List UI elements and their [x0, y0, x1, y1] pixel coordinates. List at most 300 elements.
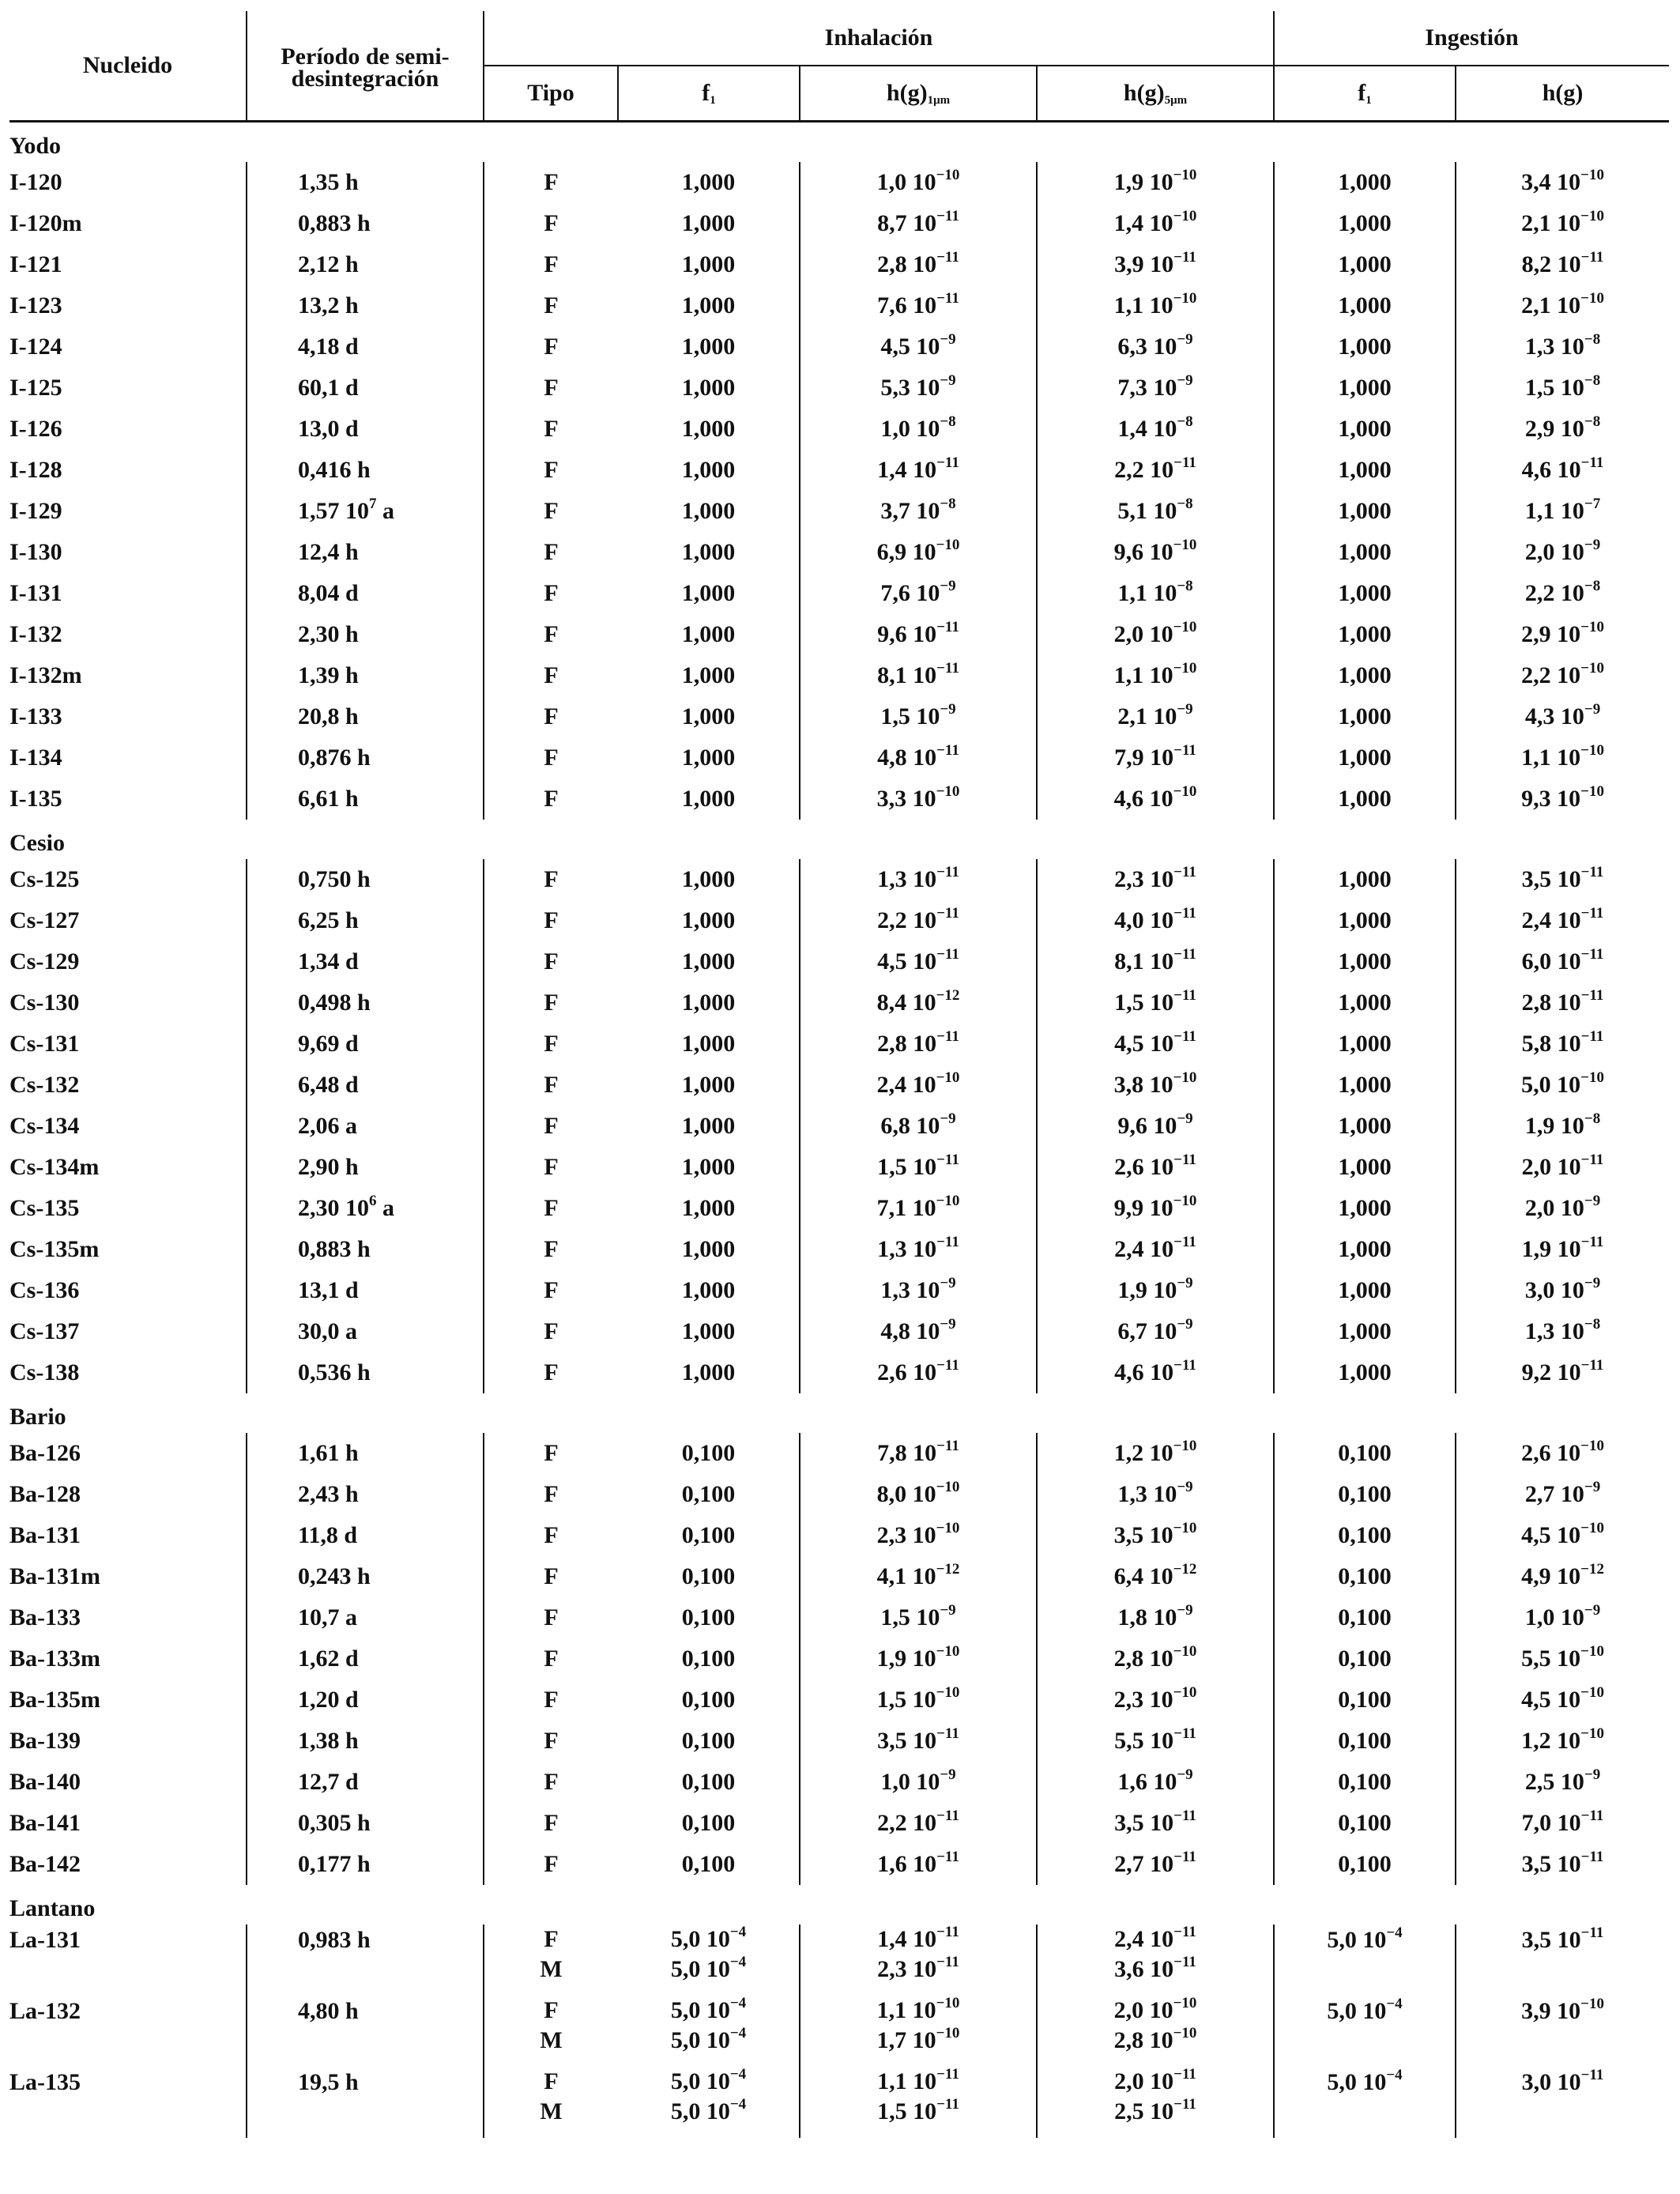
header-ingestion-label: Ingestión — [1425, 25, 1519, 51]
h5-value — [1117, 1481, 1192, 1507]
table-row — [9, 859, 1669, 900]
h1-entry — [800, 1726, 1036, 1756]
cell-hg — [1456, 737, 1669, 778]
cell-f1 — [618, 614, 800, 655]
f1-ingestion-value: 1,000 — [1338, 1236, 1392, 1262]
cell-type — [484, 326, 618, 368]
h1-value-mantissa: 2,4 10 — [876, 1072, 936, 1098]
h1-value-exponent: −11 — [936, 2096, 959, 2113]
cell-nuclide: Ba-139 — [9, 1728, 81, 1754]
cell-h-5um — [1037, 941, 1274, 982]
cell-h-1um — [800, 655, 1037, 696]
cell-nuclide: La-131 — [9, 1927, 81, 1953]
cell-h-1um — [800, 1229, 1037, 1270]
cell-f1-ingestion — [1274, 573, 1456, 614]
cell-half-life — [247, 1515, 484, 1556]
type-value: F — [544, 866, 559, 892]
h1-entry — [800, 1924, 1036, 1955]
cell-half-life — [247, 2067, 484, 2138]
half-life-value: 19,5 h — [298, 2069, 359, 2095]
h5-value-exponent: −9 — [1177, 372, 1193, 389]
f1-entry — [618, 620, 799, 650]
h5-value-exponent: −10 — [1173, 1995, 1197, 2011]
hg-value-mantissa: 1,1 10 — [1521, 745, 1581, 771]
cell-f1 — [618, 859, 800, 900]
cell-f1-ingestion — [1274, 326, 1456, 368]
h1-value-exponent: −11 — [936, 1438, 959, 1454]
cell-half-life — [247, 1597, 484, 1638]
hg-value-mantissa: 2,0 10 — [1524, 1195, 1584, 1221]
type-value: F — [544, 292, 559, 319]
cell-hg — [1456, 941, 1669, 982]
h5-value — [1117, 580, 1192, 606]
half-life-value: 2,06 a — [298, 1113, 357, 1139]
cell-f1 — [618, 737, 800, 778]
cell-type — [484, 1762, 618, 1803]
h1-entry — [800, 2067, 1036, 2097]
h1-value-exponent: −10 — [936, 1643, 960, 1660]
header-ingestion — [1274, 11, 1669, 66]
f1-entry — [618, 1276, 799, 1306]
h1-value — [876, 783, 960, 812]
half-life-value: 1,61 h — [298, 1440, 359, 1466]
f1-entry — [618, 865, 799, 895]
h5-value — [1114, 539, 1197, 565]
h1-value-mantissa: 2,8 10 — [877, 1031, 937, 1057]
table-row — [9, 1515, 1669, 1556]
cell-type — [484, 1721, 618, 1762]
h1-value-mantissa: 6,9 10 — [876, 539, 936, 565]
cell-h-5um — [1037, 1229, 1274, 1270]
cell-f1-ingestion — [1274, 162, 1456, 203]
cell-nuclide: Cs-132 — [9, 1072, 80, 1098]
cell-f1-ingestion — [1274, 203, 1456, 244]
header-hg — [1456, 66, 1669, 122]
h1-value-mantissa: 8,7 10 — [877, 210, 937, 236]
cell-h-5um — [1037, 778, 1274, 820]
h5-value-mantissa: 6,4 10 — [1113, 1563, 1173, 1589]
table-row — [9, 1474, 1669, 1515]
h5-value-mantissa: 8,1 10 — [1114, 948, 1174, 974]
f1-ingestion-value: 0,100 — [1338, 1687, 1392, 1713]
h1-value — [877, 1440, 959, 1466]
h1-entry — [800, 209, 1036, 239]
cell-f1 — [618, 941, 800, 982]
h5-value-exponent: −9 — [1177, 701, 1193, 718]
cell-half-life — [247, 778, 484, 820]
h1-value-mantissa: 8,0 10 — [876, 1481, 936, 1507]
cell-half-life — [247, 491, 484, 532]
cell-h-5um — [1037, 491, 1274, 532]
cell-hg — [1456, 532, 1669, 573]
cell-h-1um — [800, 859, 1037, 900]
cell-h-5um — [1037, 573, 1274, 614]
table-row — [9, 941, 1669, 982]
hg-value-exponent: −11 — [1580, 864, 1604, 880]
h1-value — [877, 2068, 959, 2094]
f1-ingestion-value: 0,100 — [1338, 1481, 1392, 1507]
cell-nuclide: I-131 — [9, 580, 62, 606]
cell-f1-ingestion — [1274, 1270, 1456, 1311]
half-life-unit: a — [376, 1195, 394, 1221]
cell-nuclide: Ba-133 — [9, 1604, 81, 1630]
f1-entry — [618, 414, 799, 444]
header-h-1um — [800, 66, 1037, 122]
h5-value-mantissa: 2,0 10 — [1113, 1997, 1173, 2023]
h1-value-mantissa: 3,7 10 — [880, 498, 940, 524]
f1-entry — [618, 1438, 799, 1468]
h5-value — [1117, 1766, 1193, 1795]
cell-h-1um — [800, 409, 1037, 450]
h1-value-exponent: −12 — [936, 987, 960, 1004]
cell-f1-ingestion — [1274, 1188, 1456, 1229]
cell-h-1um — [800, 900, 1037, 941]
hg-value-exponent: −11 — [1580, 1849, 1604, 1865]
f1-value: 1,000 — [681, 580, 736, 606]
f1-ingestion-value: 1,000 — [1338, 1195, 1392, 1221]
type-value: F — [544, 1604, 559, 1630]
h5-value-exponent: −11 — [1173, 1924, 1196, 1940]
cell-h-1um — [800, 532, 1037, 573]
h1-value — [877, 1956, 959, 1982]
cell-f1 — [618, 532, 800, 573]
cell-f1 — [618, 696, 800, 737]
type-value: F — [544, 703, 559, 729]
f1-value: 1,000 — [681, 866, 736, 892]
h1-value-exponent: −10 — [936, 1193, 960, 1209]
cell-nuclide: Ba-135m — [9, 1687, 100, 1713]
f1-value: 1,000 — [681, 1318, 736, 1344]
hg-value-mantissa: 1,1 10 — [1524, 498, 1584, 524]
hg-value — [1525, 539, 1600, 565]
f1-entry — [618, 1996, 799, 2026]
header-half-life — [247, 11, 484, 122]
f1-value-mantissa: 5,0 10 — [670, 2068, 730, 2094]
hg-value — [1522, 1359, 1604, 1385]
cell-h-1um — [800, 778, 1037, 820]
h1-value-exponent: −10 — [936, 167, 960, 183]
h1-entry — [800, 1070, 1036, 1100]
cell-half-life — [247, 1803, 484, 1844]
h1-entry — [800, 250, 1036, 280]
type-value: F — [544, 169, 559, 195]
f1-entry — [618, 988, 799, 1018]
cell-hg — [1456, 1679, 1669, 1721]
h1-value-exponent: −11 — [936, 1028, 959, 1045]
group-heading: Yodo — [9, 133, 62, 159]
hg-value — [1522, 866, 1604, 892]
f1-ingestion-value: 1,000 — [1338, 457, 1392, 483]
h5-value — [1117, 1277, 1192, 1303]
cell-h-5um — [1037, 982, 1274, 1023]
h1-value-mantissa: 7,8 10 — [877, 1440, 937, 1466]
h1-value-exponent: −9 — [940, 372, 956, 389]
cell-nuclide: La-135 — [9, 2069, 81, 2095]
cell-hg — [1456, 1023, 1669, 1065]
h5-value-exponent: −10 — [1173, 783, 1197, 800]
cell-h-1um — [800, 450, 1037, 491]
cell-type — [484, 573, 618, 614]
h5-value-exponent: −9 — [1177, 331, 1193, 348]
f1-value: 1,000 — [681, 498, 736, 524]
f1-value: 1,000 — [681, 1031, 736, 1057]
h1-value-exponent: −9 — [940, 1316, 956, 1333]
cell-half-life — [247, 1065, 484, 1106]
hg-value-mantissa: 4,5 10 — [1521, 1687, 1581, 1713]
f1-ingestion-value: 1,000 — [1338, 1359, 1392, 1385]
f1-ingestion-value: 1,000 — [1338, 580, 1392, 606]
cell-type — [484, 368, 618, 409]
half-life-value: 13,2 h — [298, 292, 359, 319]
hg-value-exponent: −10 — [1580, 1520, 1604, 1536]
h1-entry — [800, 1438, 1036, 1468]
table-row — [9, 1556, 1669, 1597]
f1-entry — [618, 1808, 799, 1838]
h5-value-mantissa: 9,6 10 — [1113, 539, 1173, 565]
cell-nuclide: Cs-134 — [9, 1113, 80, 1139]
h1-value — [877, 539, 960, 565]
h5-value-mantissa: 9,9 10 — [1113, 1195, 1173, 1221]
cell-h-5um — [1037, 1188, 1274, 1229]
cell-half-life — [247, 941, 484, 982]
type-value: F — [544, 1563, 559, 1589]
f1-entry — [618, 537, 799, 567]
h5-value-mantissa: 1,3 10 — [1117, 1481, 1177, 1507]
cell-half-life — [247, 614, 484, 655]
half-life-value: 6,48 d — [298, 1072, 359, 1098]
half-life-value: 0,983 h — [298, 1927, 371, 1953]
f1-value: 1,000 — [681, 1236, 736, 1262]
h1-value-mantissa: 7,6 10 — [877, 292, 937, 319]
cell-h-1um — [800, 1762, 1037, 1803]
hg-value — [1525, 498, 1600, 524]
type-value: M — [540, 2027, 563, 2053]
h5-value-mantissa: 2,3 10 — [1114, 866, 1174, 892]
cell-h-1um — [800, 491, 1037, 532]
h5-value-mantissa: 2,0 10 — [1114, 2068, 1174, 2094]
cell-type — [484, 778, 618, 820]
cell-half-life — [247, 1844, 484, 1885]
hg-value-mantissa: 6,0 10 — [1521, 948, 1581, 974]
half-life-value: 6,25 h — [298, 907, 359, 933]
header-h-5um-label: h(g) — [1123, 80, 1165, 106]
cell-nuclide: Cs-138 — [9, 1359, 80, 1385]
h5-value — [1114, 1956, 1196, 1982]
cell-type — [484, 900, 618, 941]
f1-ingestion-value: 1,000 — [1338, 662, 1392, 688]
hg-value — [1522, 907, 1604, 933]
h1-entry — [800, 455, 1036, 485]
cell-f1-ingestion — [1274, 778, 1456, 820]
type-value: M — [540, 2098, 563, 2124]
h1-value-mantissa: 4,8 10 — [877, 745, 937, 771]
hg-value-mantissa: 2,8 10 — [1521, 990, 1581, 1016]
hg-value — [1521, 987, 1604, 1016]
cell-half-life — [247, 1474, 484, 1515]
f1-value: 1,000 — [681, 1154, 736, 1180]
h5-value-mantissa: 3,5 10 — [1113, 1522, 1173, 1548]
h5-value-exponent: −11 — [1173, 1028, 1196, 1045]
cell-type — [484, 1311, 618, 1352]
h1-value-exponent: −9 — [940, 1275, 956, 1291]
f1-entry — [618, 743, 799, 773]
table-row — [9, 1270, 1669, 1311]
h5-value — [1114, 1236, 1196, 1262]
cell-hg — [1456, 573, 1669, 614]
f1-entry — [618, 1070, 799, 1100]
h1-entry — [800, 1480, 1036, 1510]
f1-ingestion-value: 1,000 — [1338, 169, 1392, 195]
h5-value — [1117, 1318, 1192, 1344]
h5-value-exponent: −9 — [1177, 1602, 1193, 1619]
cell-half-life — [247, 1229, 484, 1270]
f1-ingestion-value: 1,000 — [1338, 498, 1392, 524]
cell-half-life — [247, 1556, 484, 1597]
cell-nuclide: Ba-128 — [9, 1481, 81, 1507]
h5-value-mantissa: 1,9 10 — [1113, 169, 1173, 195]
hg-value-exponent: −11 — [1580, 1924, 1604, 1941]
h5-entry — [1038, 1029, 1273, 1059]
cell-h-5um — [1037, 859, 1274, 900]
hg-value-exponent: −10 — [1580, 660, 1604, 677]
h1-value-mantissa: 2,3 10 — [876, 1522, 936, 1548]
cell-half-life — [247, 655, 484, 696]
h5-entry — [1038, 2067, 1273, 2097]
f1-value-exponent: −4 — [729, 1954, 747, 1970]
cell-f1 — [618, 573, 800, 614]
hg-value-exponent: −8 — [1584, 413, 1601, 430]
hg-value — [1522, 1154, 1604, 1180]
cell-hg — [1456, 1638, 1669, 1679]
cell-f1 — [618, 1270, 800, 1311]
h1-value — [877, 1481, 960, 1507]
h1-entry — [800, 1808, 1036, 1838]
header-f1-label: f — [702, 80, 710, 106]
h1-value-mantissa: 5,3 10 — [880, 375, 940, 401]
cell-type — [484, 1188, 618, 1229]
type-value: F — [544, 457, 559, 483]
cell-h-5um — [1037, 1147, 1274, 1188]
hg-value — [1521, 1924, 1604, 1953]
h1-value — [880, 498, 955, 524]
h1-entry — [800, 1767, 1036, 1797]
h5-value — [1114, 866, 1196, 892]
hg-value — [1521, 742, 1604, 771]
h1-value-mantissa: 3,5 10 — [877, 1728, 937, 1754]
hg-value — [1521, 1998, 1604, 2024]
cell-h-1um — [800, 368, 1037, 409]
half-life-value: 2,30 10 — [298, 1195, 369, 1221]
h5-value — [1114, 210, 1197, 236]
h1-value-exponent: −11 — [936, 905, 959, 922]
cell-f1 — [618, 1597, 800, 1638]
cell-h-1um — [800, 1311, 1037, 1352]
hg-value-exponent: −10 — [1580, 167, 1604, 183]
f1-ingestion-value — [1327, 1998, 1402, 2024]
f1-value-exponent: −4 — [729, 2096, 747, 2113]
f1-entry — [618, 1644, 799, 1674]
cell-hg — [1456, 491, 1669, 532]
h5-value-mantissa: 1,1 10 — [1113, 292, 1173, 319]
cell-hg — [1456, 1996, 1669, 2067]
h5-value-mantissa: 1,8 10 — [1117, 1604, 1177, 1630]
f1-value: 1,000 — [681, 169, 736, 195]
cell-h-5um — [1037, 1762, 1274, 1803]
cell-half-life — [247, 737, 484, 778]
half-life-value: 2,43 h — [298, 1481, 359, 1507]
table-row — [9, 1597, 1669, 1638]
cell-hg — [1456, 1721, 1669, 1762]
cell-f1 — [618, 1721, 800, 1762]
h5-value-mantissa: 4,6 10 — [1113, 786, 1173, 812]
type-value: F — [544, 1195, 559, 1221]
cell-h-1um — [800, 1515, 1037, 1556]
type-value: F — [544, 1359, 559, 1385]
f1-entry — [618, 906, 799, 936]
cell-type — [484, 655, 618, 696]
hg-value-mantissa: 1,3 10 — [1524, 334, 1584, 360]
dose-coefficient-table — [9, 11, 1669, 2138]
h1-entry — [800, 1193, 1036, 1223]
cell-h-1um — [800, 696, 1037, 737]
h5-value-exponent: −10 — [1173, 619, 1197, 635]
table-row — [9, 1924, 1669, 1996]
cell-h-1um — [800, 244, 1037, 285]
h1-value-mantissa: 1,6 10 — [877, 1851, 937, 1877]
table-row — [9, 1106, 1669, 1147]
hg-value-mantissa: 2,9 10 — [1524, 416, 1584, 442]
cell-h-1um — [800, 285, 1037, 326]
h1-value — [877, 1997, 960, 2023]
cell-nuclide: Cs-135 — [9, 1195, 80, 1221]
h5-value — [1113, 1684, 1197, 1713]
f1-value: 1,000 — [681, 703, 736, 729]
half-life-unit: a — [376, 498, 394, 524]
f1-ingestion-value: 1,000 — [1338, 539, 1392, 565]
f1-entry — [618, 1358, 799, 1388]
table-row — [9, 1996, 1669, 2067]
type-value: F — [544, 1072, 559, 1098]
f1-value: 1,000 — [681, 990, 736, 1016]
f1-entry — [618, 1521, 799, 1551]
h1-value-exponent: −9 — [940, 701, 956, 718]
h5-entry — [1038, 1955, 1273, 1985]
h5-entry — [1038, 620, 1273, 650]
hg-value — [1525, 703, 1600, 729]
cell-f1 — [618, 655, 800, 696]
h1-value — [877, 742, 959, 771]
h1-value — [877, 1926, 959, 1952]
h5-entry — [1038, 1924, 1273, 1955]
table-row — [9, 1352, 1669, 1393]
cell-hg — [1456, 1188, 1669, 1229]
cell-h-5um — [1037, 162, 1274, 203]
cell-nuclide: I-135 — [9, 786, 62, 812]
h1-entry — [800, 1235, 1036, 1265]
table-row — [9, 1065, 1669, 1106]
h1-value-mantissa: 7,1 10 — [876, 1195, 936, 1221]
hg-value-exponent: −10 — [1580, 1996, 1604, 2012]
header-f1 — [618, 66, 800, 122]
h1-value-exponent: −9 — [940, 1602, 956, 1619]
h5-value — [1114, 662, 1197, 688]
f1-entry — [618, 373, 799, 403]
h1-value-mantissa: 9,6 10 — [877, 621, 937, 647]
h5-value-exponent: −9 — [1177, 1766, 1193, 1783]
cell-half-life — [247, 203, 484, 244]
cell-type — [484, 1844, 618, 1885]
cell-nuclide: Cs-130 — [9, 990, 80, 1016]
